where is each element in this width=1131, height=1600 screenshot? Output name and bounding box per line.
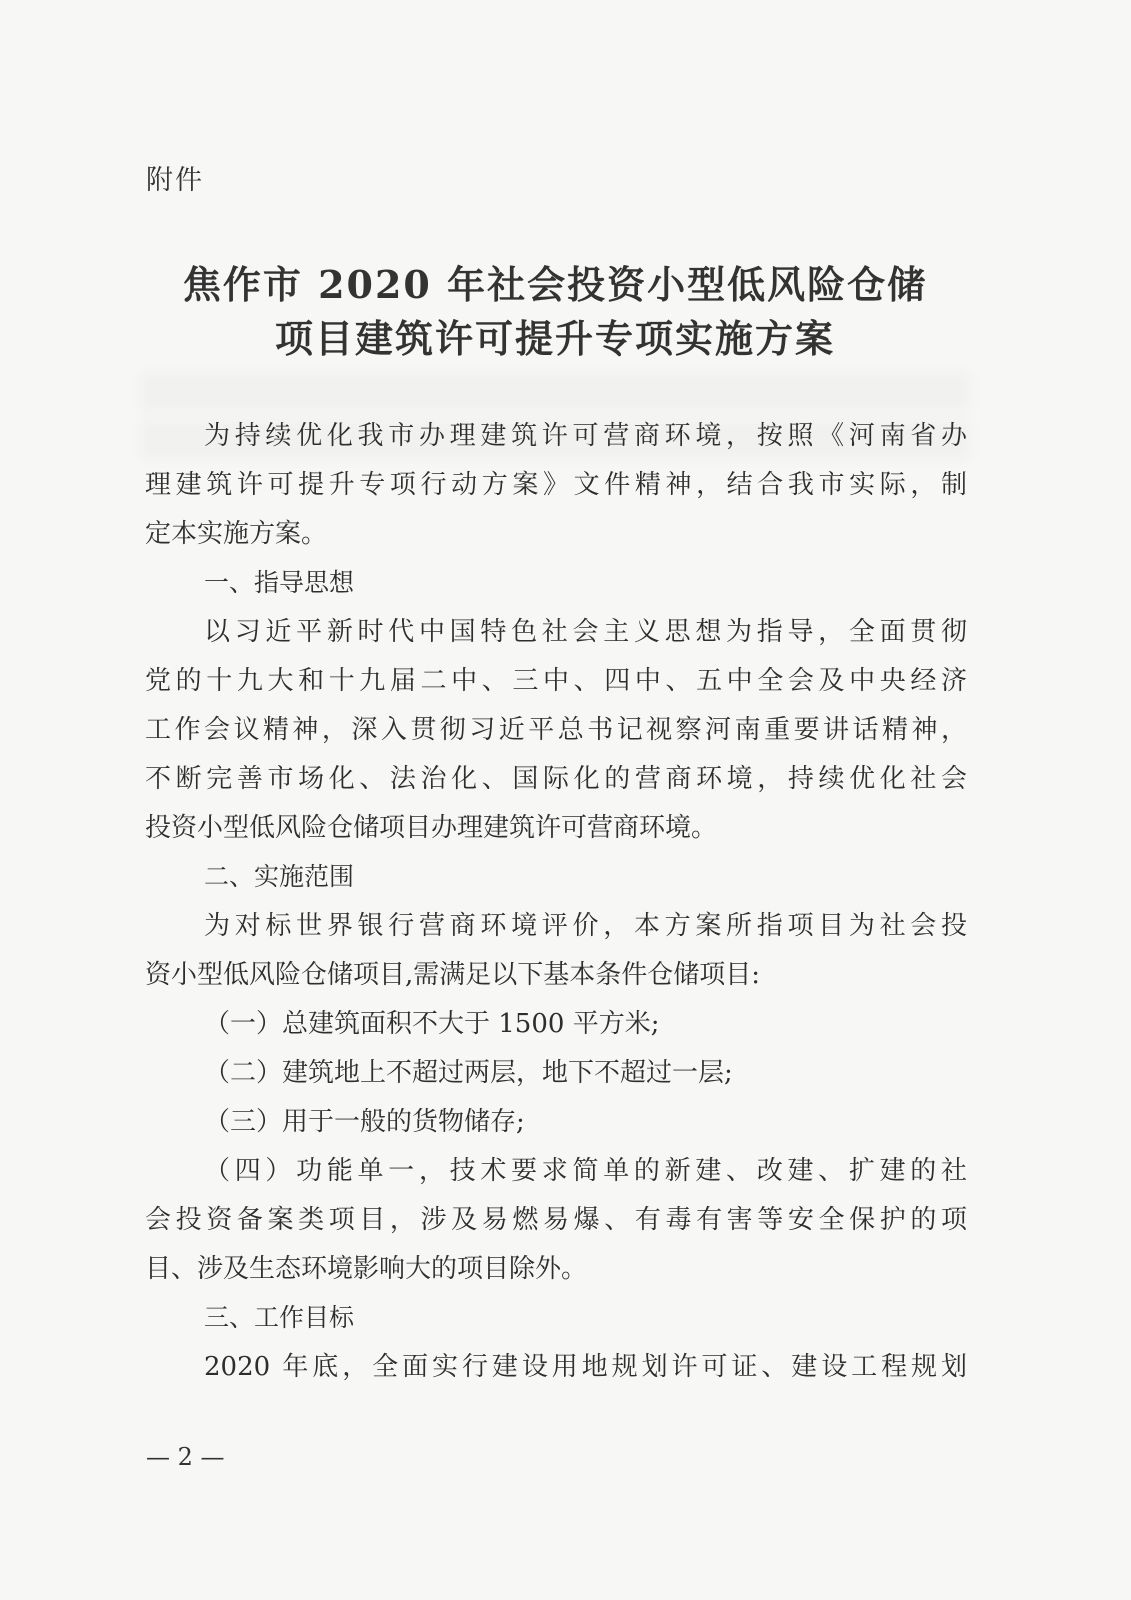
paragraph-line: 为持续优化我市办理建筑许可营商环境，按照《河南省办 [204,421,967,451]
paragraph-line: 以习近平新时代中国特色社会主义思想为指导，全面贯彻 [204,617,967,647]
list-item: （四）功能单一，技术要求简单的新建、改建、扩建的社 [204,1156,967,1186]
paragraph-line: 党的十九大和十九届二中、三中、四中、五中全会及中央经济 [145,666,967,696]
paragraph-line: 定本实施方案。 [145,519,328,549]
paragraph-line: 目、涉及生态环境影响大的项目除外。 [145,1254,588,1284]
bleed-through-shadow [140,372,970,412]
section-heading-2: 二、实施范围 [204,862,355,891]
paragraph-line: 会投资备案类项目，涉及易燃易爆、有毒有害等安全保护的项 [145,1205,967,1235]
list-item: （一）总建筑面积不大于 1500 平方米; [204,1009,660,1039]
list-item: （二）建筑地上不超过两层，地下不超过一层; [204,1058,733,1088]
section-heading-1: 一、指导思想 [204,568,355,597]
paragraph-line: 2020 年底，全面实行建设用地规划许可证、建设工程规划 [204,1352,967,1382]
section-heading-3: 三、工作目标 [204,1303,355,1332]
paragraph-line: 为对标世界银行营商环境评价，本方案所指项目为社会投 [204,911,967,941]
attachment-label: 附件 [146,165,204,196]
paragraph-line: 投资小型低风险仓储项目办理建筑许可营商环境。 [145,813,718,843]
paragraph-line: 工作会议精神，深入贯彻习近平总书记视察河南重要讲话精神， [145,715,967,745]
paragraph-line: 理建筑许可提升专项行动方案》文件精神，结合我市实际，制 [145,470,967,500]
document-title-line-2: 项目建筑许可提升专项实施方案 [274,316,835,361]
document-title-line-1: 焦作市 2020 年社会投资小型低风险仓储 [182,262,928,307]
paragraph-line: 不断完善市场化、法治化、国际化的营商环境，持续优化社会 [145,764,967,794]
page-number: — 2 — [146,1443,225,1471]
paragraph-line: 资小型低风险仓储项目,需满足以下基本条件仓储项目: [145,960,761,990]
list-item: （三）用于一般的货物储存; [204,1107,525,1137]
